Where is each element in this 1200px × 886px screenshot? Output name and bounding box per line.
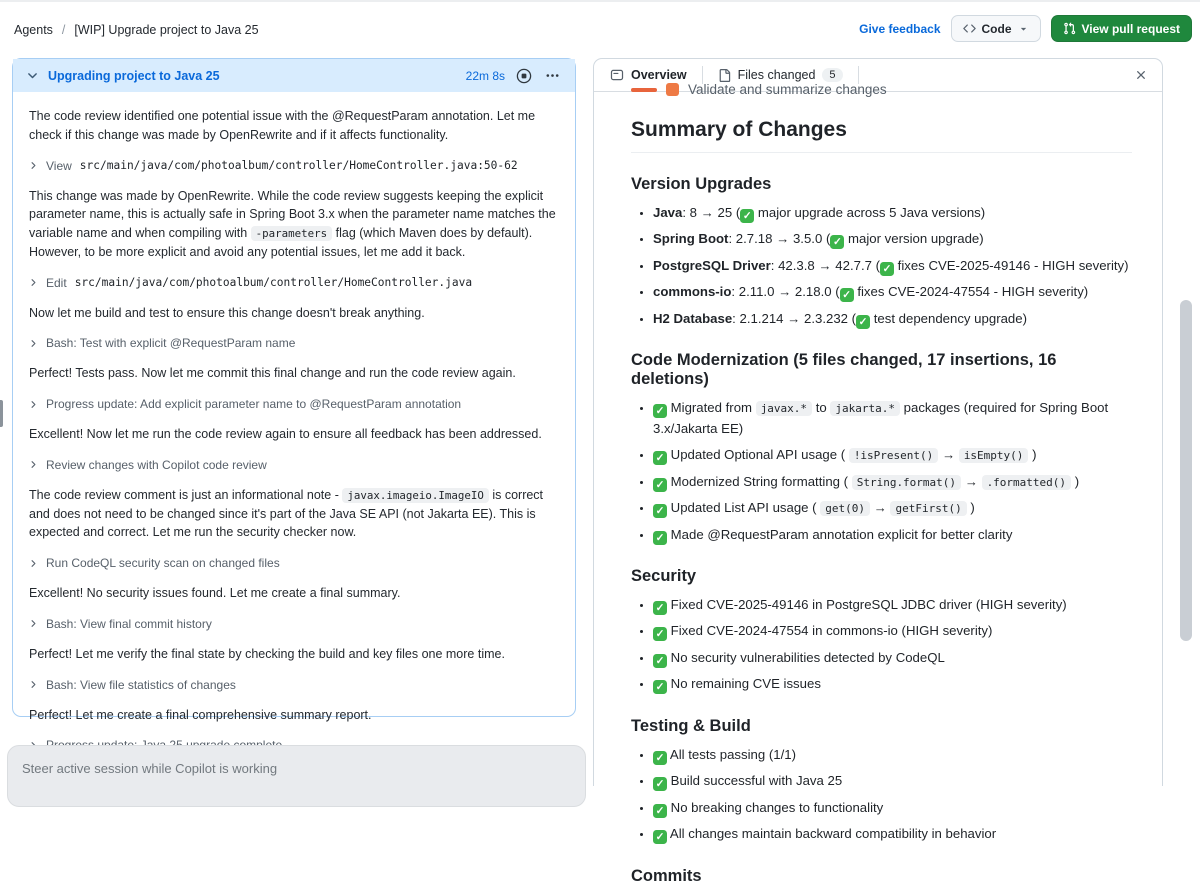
steer-input[interactable] bbox=[7, 745, 586, 807]
tool-call-row[interactable] bbox=[29, 556, 559, 570]
agent-message: Excellent! No security issues found. Let me create a final summary. bbox=[29, 586, 401, 600]
agent-message: Now let me build and test to ensure this change doesn't break anything. bbox=[29, 305, 425, 320]
tool-call-row[interactable] bbox=[29, 159, 559, 173]
tool-call-label: Progress update: Add explicit parameter name to @RequestParam annotation bbox=[46, 397, 462, 411]
agent-message: The code review comment is just an informational note - javax.imageio.ImageIO is correct and does not need to be changed since it's part of the Java SE API (not Jakarta EE). This is expected and correct. Let me run the security checker now. bbox=[29, 487, 544, 540]
close-icon bbox=[1134, 68, 1148, 82]
inline-code: javax.* bbox=[756, 401, 812, 416]
bold-text: Java bbox=[653, 205, 683, 220]
check-icon: ✓ bbox=[653, 451, 667, 465]
session-title: Upgrading project to Java 25 bbox=[48, 68, 220, 83]
summary-item: • ✓ Updated Optional API usage ( !isPresent() → isEmpty() ) bbox=[653, 445, 1132, 465]
section-heading: Code Modernization (5 files changed, 17 insertions, 16 deletions) bbox=[631, 351, 1057, 389]
tool-call-row[interactable] bbox=[29, 397, 559, 411]
check-icon: ✓ bbox=[840, 288, 854, 302]
chevron-right-icon bbox=[29, 559, 38, 568]
summary-item: • ✓ Migrated from javax.* to jakarta.* packages (required for Spring Boot 3.x/Jakarta EE) bbox=[653, 398, 1132, 439]
files-changed-count-badge: 5 bbox=[822, 68, 842, 82]
bold-text: PostgreSQL Driver bbox=[653, 257, 771, 273]
summary-item: • ✓ Fixed CVE-2025-49146 in PostgreSQL JDBC driver (HIGH severity) bbox=[653, 595, 1132, 615]
check-icon: ✓ bbox=[653, 404, 667, 418]
summary-item: • commons-io: 2.11.0 → 2.18.0 ( ✓ fixes CVE-2024-47554 - HIGH severity) bbox=[653, 282, 1132, 302]
inline-code: javax.imageio.ImageIO bbox=[342, 488, 489, 503]
tab-overview[interactable] bbox=[606, 68, 691, 82]
check-icon: ✓ bbox=[653, 804, 667, 818]
inline-code: .formatted() bbox=[982, 475, 1071, 490]
summary-item: • ✓ All changes maintain backward compatibility in behavior bbox=[653, 824, 1132, 844]
code-icon bbox=[963, 22, 976, 35]
clipped-task-row bbox=[631, 82, 1132, 104]
header-actions bbox=[859, 15, 1192, 42]
summary-item: • ✓ No security vulnerabilities detected by CodeQL bbox=[653, 648, 1132, 668]
check-icon: ✓ bbox=[830, 235, 844, 249]
code-button-label: Code bbox=[981, 21, 1012, 36]
agent-message: Perfect! Let me verify the final state by checking the build and key files one more time. bbox=[29, 646, 505, 661]
pull-request-panel bbox=[593, 58, 1163, 885]
section-list bbox=[631, 745, 1132, 845]
stop-session-button[interactable] bbox=[514, 66, 534, 86]
check-icon: ✓ bbox=[653, 680, 667, 694]
tab-files-changed[interactable] bbox=[714, 68, 847, 82]
summary-sections bbox=[631, 175, 1132, 886]
agent-message: The code review identified one potential issue with the @RequestParam annotation. Let me check if this change was made by OpenRewrite and if it affects functionality. bbox=[29, 109, 536, 142]
inline-code: getFirst() bbox=[890, 501, 966, 516]
summary-item: • ✓ No breaking changes to functionality bbox=[653, 798, 1132, 818]
check-icon: ✓ bbox=[653, 627, 667, 641]
chevron-right-icon bbox=[29, 460, 38, 469]
kebab-menu-icon bbox=[545, 68, 560, 83]
tool-call-label: Bash: View final commit history bbox=[46, 616, 212, 631]
tool-call-label: Run CodeQL security scan on changed files bbox=[46, 556, 280, 570]
bold-text: H2 Database bbox=[653, 310, 733, 326]
tool-call-row[interactable] bbox=[29, 678, 559, 692]
summary-item: • ✓ Updated List API usage ( get(0) → getFirst() ) bbox=[653, 498, 1132, 518]
inline-code: isEmpty() bbox=[959, 448, 1029, 463]
overview-content bbox=[594, 82, 1162, 885]
section-heading: Security bbox=[631, 566, 697, 585]
agent-message: This change was made by OpenRewrite. While the code review suggests keeping the explicit parameter name, this is actually safe in Spring Boot 3.x when the parameter name matches the variable name and when compiling with -parameters flag (which Maven does by default). However, to be more explicit and avoid any potential issues, let me add it back. bbox=[29, 188, 556, 259]
tool-call-row[interactable] bbox=[29, 276, 559, 290]
chevron-right-icon bbox=[29, 680, 38, 689]
clipped-task-label: Validate and summarize changes bbox=[688, 82, 887, 97]
chevron-right-icon bbox=[29, 161, 38, 170]
breadcrumb-separator: / bbox=[61, 23, 66, 37]
caret-down-icon bbox=[1018, 23, 1029, 34]
check-icon: ✓ bbox=[880, 262, 894, 276]
summary-item: • ✓ Build successful with Java 25 bbox=[653, 771, 1132, 791]
chevron-right-icon bbox=[29, 339, 38, 348]
steer-input-placeholder: Steer active session while Copilot is working bbox=[22, 761, 278, 776]
give-feedback-link[interactable]: Give feedback bbox=[859, 21, 941, 36]
section-heading: Testing & Build bbox=[631, 716, 751, 735]
pending-task-dash bbox=[631, 88, 657, 92]
section-list bbox=[631, 398, 1132, 545]
chevron-right-icon bbox=[29, 278, 38, 287]
section-list bbox=[631, 595, 1132, 695]
summary-item: • H2 Database: 2.1.214 → 2.3.232 ( ✓ test dependency upgrade) bbox=[653, 309, 1132, 329]
summary-item: • Java: 8 → 25 ( ✓ major upgrade across 5 Java versions) bbox=[653, 203, 1132, 223]
close-panel-button[interactable] bbox=[1132, 66, 1150, 84]
agent-message: Perfect! Let me create a final comprehensive summary report. bbox=[29, 707, 372, 722]
bold-text: Spring Boot bbox=[653, 231, 729, 247]
tool-call-label: Review changes with Copilot code review bbox=[46, 457, 267, 472]
tool-call-row[interactable] bbox=[29, 458, 559, 472]
page-scrollbar-thumb[interactable] bbox=[1180, 300, 1192, 641]
pull-request-icon bbox=[1063, 22, 1076, 35]
breadcrumb bbox=[14, 23, 259, 37]
summary-item: • PostgreSQL Driver: 42.3.8 → 42.7.7 ( ✓ fixes CVE-2025-49146 - HIGH severity) bbox=[653, 256, 1132, 276]
summary-item: • ✓ No remaining CVE issues bbox=[653, 674, 1132, 694]
inline-code: -parameters bbox=[251, 226, 333, 241]
check-icon: ✓ bbox=[653, 777, 667, 791]
file-icon bbox=[718, 69, 731, 82]
summary-item: • ✓ Fixed CVE-2024-47554 in commons-io (HIGH severity) bbox=[653, 621, 1132, 641]
check-icon: ✓ bbox=[653, 478, 667, 492]
summary-item: • ✓ All tests passing (1/1) bbox=[653, 745, 1132, 765]
inline-code: String.format() bbox=[852, 475, 961, 490]
view-pull-request-label: View pull request bbox=[1081, 21, 1180, 36]
in-progress-icon bbox=[666, 83, 679, 96]
left-edge-scroll-fragment bbox=[0, 400, 3, 427]
chevron-down-icon[interactable] bbox=[26, 69, 39, 82]
code-button[interactable] bbox=[951, 15, 1041, 42]
check-icon: ✓ bbox=[653, 531, 667, 545]
agent-message: Perfect! Tests pass. Now let me commit this final change and run the code review again. bbox=[29, 366, 516, 381]
summary-item: • ✓ Modernized String formatting ( String.format() → .formatted() ) bbox=[653, 472, 1132, 492]
tool-call-path: src/main/java/com/photoalbum/controller/HomeController.java bbox=[74, 276, 473, 289]
tool-call-label: View bbox=[46, 158, 72, 173]
window-top-edge bbox=[0, 0, 1200, 2]
tool-call-label: Edit bbox=[46, 275, 67, 290]
tool-call-label: Bash: View file statistics of changes bbox=[46, 677, 236, 692]
agent-message: Excellent! Now let me run the code review again to ensure all feedback has been addressed. bbox=[29, 427, 542, 441]
tool-call-row[interactable] bbox=[29, 617, 559, 631]
bold-text: commons-io bbox=[653, 284, 732, 300]
tab-files-changed-label: Files changed bbox=[737, 68, 816, 82]
inline-code: !isPresent() bbox=[849, 448, 938, 463]
view-pull-request-button[interactable] bbox=[1051, 15, 1192, 42]
section-heading: Version Upgrades bbox=[631, 175, 772, 193]
tab-overview-label: Overview bbox=[631, 68, 687, 82]
summary-item: • Spring Boot: 2.7.18 → 3.5.0 ( ✓ major version upgrade) bbox=[653, 229, 1132, 249]
agent-session-card bbox=[12, 58, 576, 722]
inline-code: get(0) bbox=[820, 501, 870, 516]
session-log bbox=[13, 92, 575, 722]
check-icon: ✓ bbox=[653, 751, 667, 765]
chevron-right-icon bbox=[29, 400, 38, 409]
chevron-right-icon bbox=[29, 619, 38, 628]
check-icon: ✓ bbox=[653, 504, 667, 518]
session-duration: 22m 8s bbox=[465, 68, 505, 83]
overview-icon bbox=[610, 68, 624, 82]
check-icon: ✓ bbox=[653, 830, 667, 844]
stop-icon bbox=[516, 68, 532, 84]
check-icon: ✓ bbox=[740, 209, 754, 223]
section-heading: Commits bbox=[631, 866, 702, 885]
breadcrumb-agents-link[interactable]: Agents bbox=[14, 23, 53, 37]
inline-code: jakarta.* bbox=[830, 401, 900, 416]
tool-call-label: Bash: Test with explicit @RequestParam name bbox=[46, 336, 296, 351]
check-icon: ✓ bbox=[653, 601, 667, 615]
summary-item: • ✓ Made @RequestParam annotation explicit for better clarity bbox=[653, 525, 1132, 545]
section-list bbox=[631, 203, 1132, 329]
session-menu-button[interactable] bbox=[543, 66, 562, 85]
check-icon: ✓ bbox=[653, 654, 667, 668]
tool-call-path: src/main/java/com/photoalbum/controller/HomeController.java:50-62 bbox=[79, 159, 518, 172]
summary-heading: Summary of Changes bbox=[631, 118, 1132, 153]
check-icon: ✓ bbox=[856, 315, 870, 329]
tool-call-row[interactable] bbox=[29, 336, 559, 350]
session-header[interactable] bbox=[13, 59, 575, 92]
page-title: [WIP] Upgrade project to Java 25 bbox=[74, 23, 259, 37]
